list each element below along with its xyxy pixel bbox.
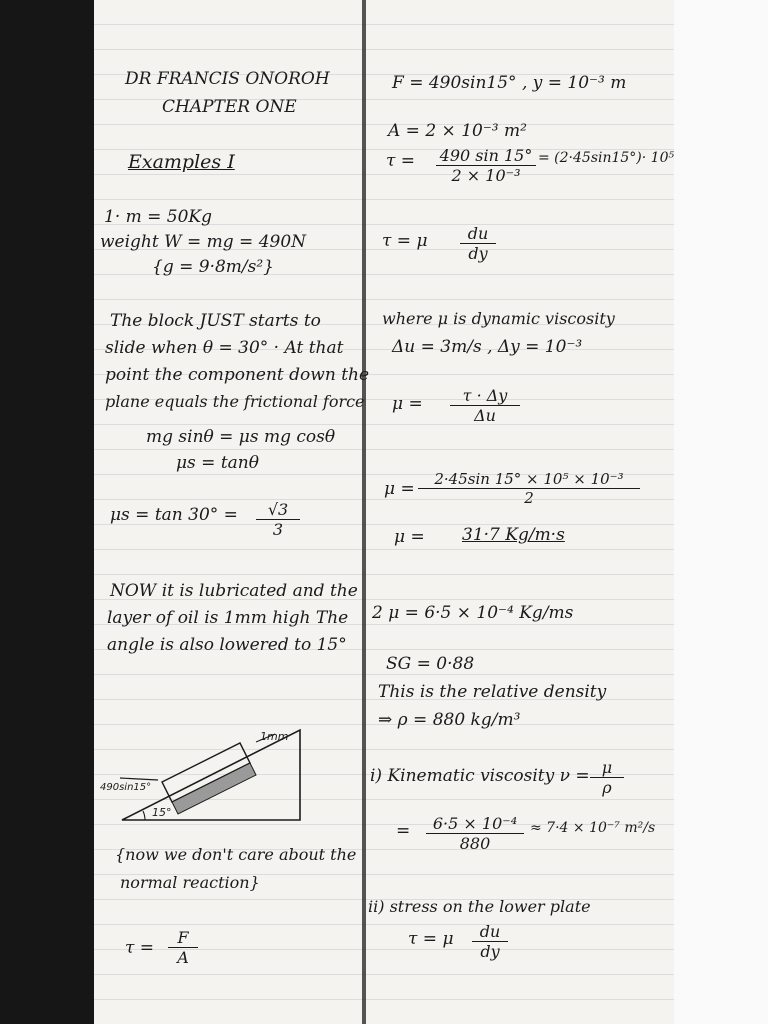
kin2-denominator: 880 bbox=[459, 834, 491, 853]
page-margin bbox=[674, 0, 768, 1024]
area-equation: A = 2 × 10⁻³ m² bbox=[388, 121, 527, 141]
note-line2: normal reaction} bbox=[120, 873, 260, 892]
force-label: 490sin15° bbox=[100, 782, 152, 793]
rho-text: ⇒ ρ = 880 kg/m³ bbox=[378, 710, 521, 730]
mus-equation: μs = tanθ bbox=[176, 453, 259, 473]
para2-line1: NOW it is lubricated and the bbox=[110, 581, 358, 601]
tau-lhs: τ = bbox=[125, 938, 155, 958]
force-equation: F = 490sin15° , y = 10⁻³ m bbox=[392, 73, 627, 93]
mu-eq2-lhs: μ = bbox=[384, 479, 415, 499]
para1-line2: slide when θ = 30° · At that bbox=[105, 338, 344, 358]
chapter-heading: CHAPTER ONE bbox=[162, 97, 297, 117]
tan30-equation: μs = tan 30° = bbox=[110, 505, 238, 525]
mu-eq2-denominator: 2 bbox=[524, 489, 534, 507]
tau-denominator: A bbox=[177, 948, 189, 967]
mu-eq3-lhs: μ = bbox=[394, 527, 425, 547]
tau-eq2-lhs: τ = μ bbox=[382, 231, 428, 251]
kin2-numerator: 6·5 × 10⁻⁴ bbox=[426, 814, 524, 834]
stress-heading: ii) stress on the lower plate bbox=[368, 897, 591, 916]
examples-heading: Examples I bbox=[128, 151, 235, 173]
mu-eq1-fraction bbox=[450, 386, 520, 425]
tau-eq1-numerator: 490 sin 15° bbox=[436, 146, 536, 166]
friction-equation: mg sinθ = μs mg cosθ bbox=[146, 427, 336, 447]
angle-arc bbox=[143, 811, 145, 820]
para1-line3: point the component down the bbox=[105, 365, 370, 385]
sg-text: SG = 0·88 bbox=[386, 654, 475, 674]
incline-triangle bbox=[122, 730, 300, 820]
du-numerator: du bbox=[460, 224, 496, 244]
gap-label: 1mm bbox=[260, 730, 289, 743]
dy-denominator: dy bbox=[468, 244, 488, 263]
tan-denominator: 3 bbox=[272, 520, 284, 539]
para1-line4: plane equals the frictional force bbox=[105, 392, 365, 411]
para2-line2: layer of oil is 1mm high The bbox=[107, 608, 349, 628]
stress-numerator: du bbox=[472, 922, 508, 942]
mu-eq2-fraction bbox=[418, 470, 640, 507]
mu-result: 31·7 Kg/m·s bbox=[462, 525, 565, 545]
deltas-text: Δu = 3m/s , Δy = 10⁻³ bbox=[392, 337, 583, 357]
inclined-plane-diagram bbox=[100, 720, 310, 830]
para2-line3: angle is also lowered to 15° bbox=[107, 635, 347, 655]
tau-numerator: F bbox=[168, 928, 198, 948]
kin2-fraction bbox=[426, 814, 524, 853]
note-line1: {now we don't care about the bbox=[115, 845, 357, 864]
f-over-a bbox=[168, 928, 198, 967]
stress-lhs: τ = μ bbox=[408, 929, 454, 949]
kinematic-lhs: i) Kinematic viscosity ν = bbox=[370, 766, 590, 786]
q2-text: 2 μ = 6·5 × 10⁻⁴ Kg/ms bbox=[372, 603, 574, 623]
tan-numerator: √3 bbox=[256, 500, 300, 520]
page-divider-line bbox=[362, 0, 366, 1024]
tau-eq1-denominator: 2 × 10⁻³ bbox=[451, 166, 521, 185]
tau-eq1-result: = (2·45sin15°)· 10⁵ bbox=[538, 150, 675, 166]
gravity-value: {g = 9·8m/s²} bbox=[152, 257, 274, 277]
relative-density-text: This is the relative density bbox=[378, 682, 607, 702]
para1-line1: The block JUST starts to bbox=[110, 311, 321, 331]
kin-denominator: ρ bbox=[602, 778, 612, 797]
kin2-result: ≈ 7·4 × 10⁻⁷ m²/s bbox=[530, 820, 656, 836]
angle-label: 15° bbox=[152, 806, 172, 819]
q1-mass: 1· m = 50Kg bbox=[104, 207, 213, 227]
stress-denominator: dy bbox=[480, 942, 500, 961]
kin-numerator: μ bbox=[590, 758, 624, 778]
stress-fraction bbox=[472, 922, 508, 961]
mu-eq2-numerator: 2·45sin 15° × 10⁵ × 10⁻³ bbox=[418, 470, 640, 489]
du-dy-fraction bbox=[460, 224, 496, 263]
author-heading: DR FRANCIS ONOROH bbox=[125, 69, 330, 89]
mu-eq1-numerator: τ · Δy bbox=[450, 386, 520, 406]
weight-equation: weight W = mg = 490N bbox=[100, 232, 307, 252]
sqrt3-over-3 bbox=[256, 500, 300, 539]
tau-eq1-fraction bbox=[436, 146, 536, 185]
mu-eq1-lhs: μ = bbox=[392, 394, 423, 414]
tau-eq1-lhs: τ = bbox=[386, 151, 416, 171]
mu-over-rho bbox=[590, 758, 624, 797]
mu-eq1-denominator: Δu bbox=[474, 406, 496, 425]
force-arrow bbox=[120, 778, 158, 780]
kin2-lhs: = bbox=[396, 821, 411, 841]
where-text: where μ is dynamic viscosity bbox=[382, 309, 615, 328]
